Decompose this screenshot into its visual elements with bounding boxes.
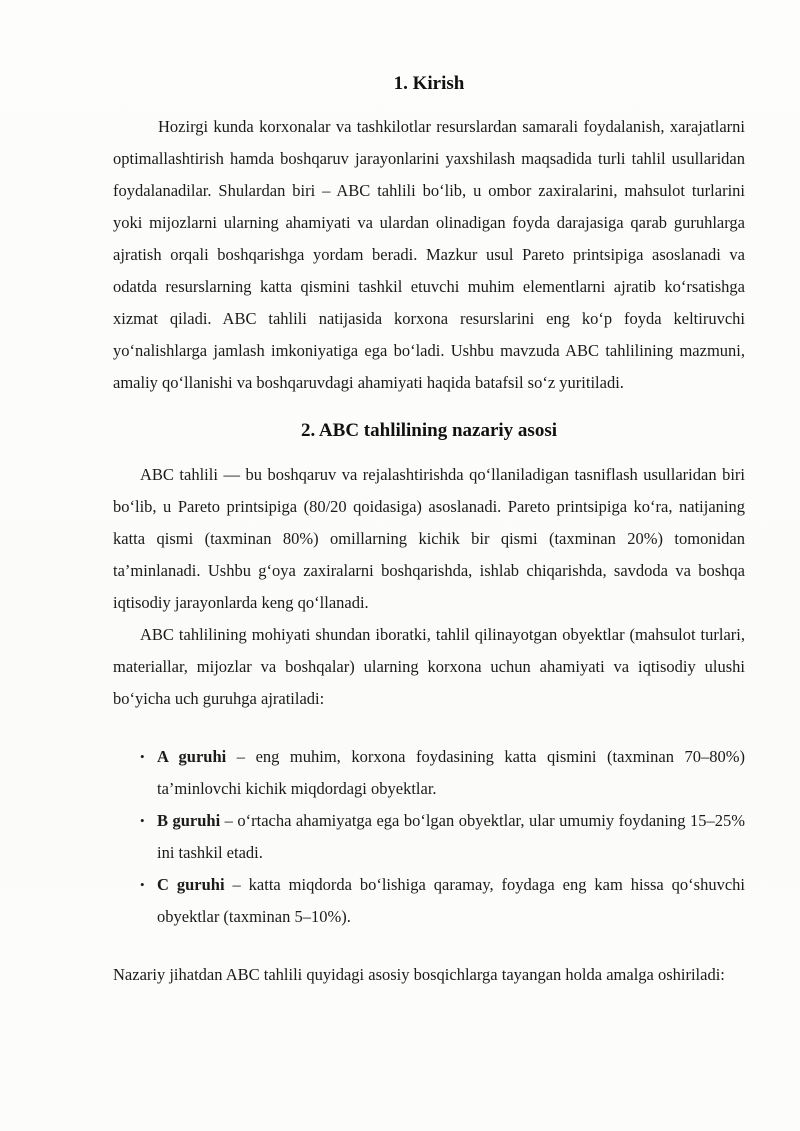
list-item-group-b	[140, 805, 745, 869]
bullet-icon: •	[140, 877, 145, 892]
group-b-label: B guruhi	[157, 811, 221, 830]
bullet-icon: •	[140, 813, 145, 828]
group-a-text: – eng muhim, korxona foydasining katta qismini (taxminan 70–80%) ta’minlovchi kichik miqdordagi obyektlar.	[157, 747, 745, 798]
closing-paragraph: Nazariy jihatdan ABC tahlili quyidagi asosiy bosqichlarga tayangan holda amalga oshiriladi:	[113, 965, 725, 984]
group-c-text: – katta miqdorda bo‘lishiga qaramay, foydaga eng kam hissa qo‘shuvchi obyektlar (taxminan 5–10%).	[157, 875, 746, 926]
list-item-group-c	[140, 869, 745, 933]
abc-groups-list	[140, 741, 745, 933]
group-c-label: C guruhi	[157, 875, 225, 894]
group-a-label: A guruhi	[157, 747, 227, 766]
bullet-icon: •	[140, 749, 145, 764]
abc-essence-paragraph: ABC tahlilining mohiyati shundan iboratki, tahlil qilinayotgan obyektlar (mahsulot turlari, materiallar, mijozlar va boshqalar) ularning korxona uchun ahamiyati va iqtisodiy ulushi bo‘yicha uch guruhga ajratiladi:	[113, 625, 745, 708]
section-heading-kirish: 1. Kirish	[393, 73, 465, 94]
section-heading-nazariy-asos: 2. ABC tahlilining nazariy asosi	[300, 420, 558, 441]
group-b-text: – o‘rtacha ahamiyatga ega bo‘lgan obyektlar, ular umumiy foydaning 15–25% ini tashkil etadi.	[157, 811, 745, 862]
pareto-principle-paragraph: ABC tahlili — bu boshqaruv va rejalashtirishda qo‘llaniladigan tasniflash usullaridan biri bo‘lib, u Pareto printsipiga (80/20 qoidasiga) asoslanadi. Pareto printsipiga ko‘ra, natijaning katta qismi (taxminan 80%) omillarning kichik bir qismi (taxminan 20%) tomonidan ta’minlanadi. Ushbu g‘oya zaxiralarni boshqarishda, ishlab chiqarishda, savdoda va boshqa iqtisodiy jarayonlarda keng qo‘llanadi.	[113, 465, 745, 612]
list-item-group-a	[140, 741, 745, 805]
intro-paragraph: Hozirgi kunda korxonalar va tashkilotlar resurslardan samarali foydalanish, xarajatlarni optimallashtirish hamda boshqaruv jarayonlarini yaxshilash maqsadida turli tahlil usullaridan foydalanadilar. Shulardan biri – ABC tahlili bo‘lib, u ombor zaxiralarini, mahsulot turlarini yoki mijozlarni ularning ahamiyati va ulardan olinadigan foyda darajasiga qarab guruhlarga ajratish orqali boshqarishga yordam beradi. Mazkur usul Pareto printsipiga asoslanadi va odatda resurslarning katta qismini tashkil etuvchi muhim elementlarni ajratib ko‘rsatishga xizmat qiladi. ABC tahlili natijasida korxona resurslarini eng ko‘p foyda keltiruvchi yo‘nalishlarga jamlash imkoniyatiga ega bo‘ladi. Ushbu mavzuda ABC tahlilining mazmuni, amaliy qo‘llanishi va boshqaruvdagi ahamiyati haqida batafsil so‘z yuritiladi.	[113, 117, 745, 392]
